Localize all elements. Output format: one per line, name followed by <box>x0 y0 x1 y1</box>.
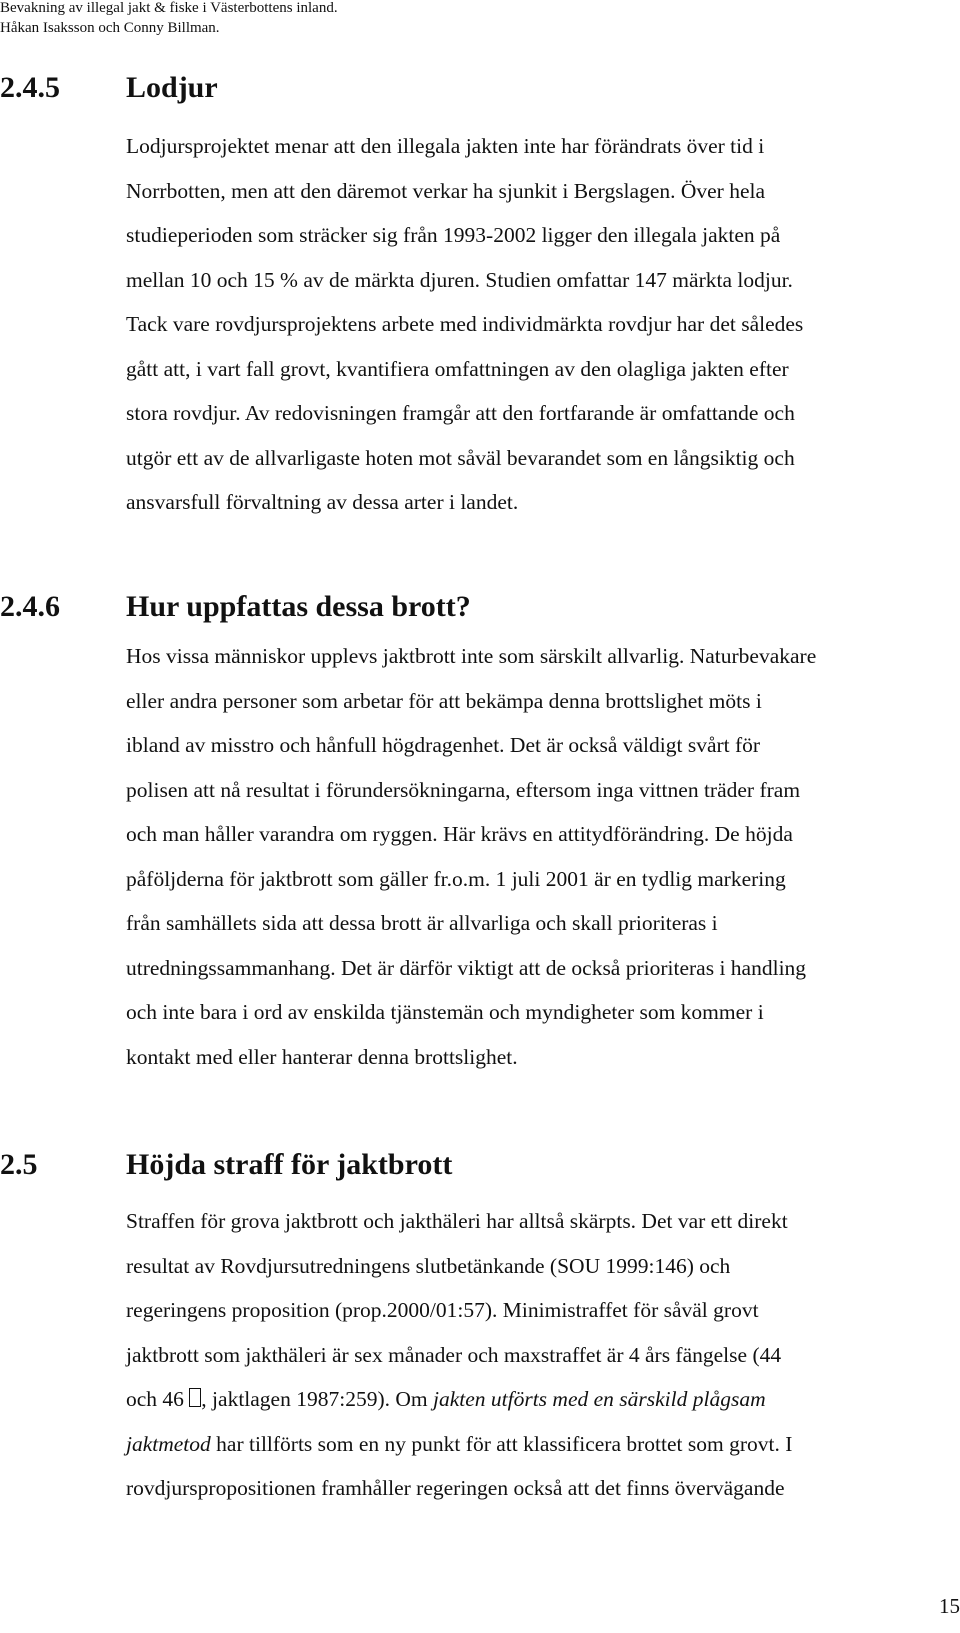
header-authors: Håkan Isaksson och Conny Billman. <box>0 20 220 36</box>
page-number: 15 <box>939 1594 960 1618</box>
text-line: regeringens proposition (prop.2000/01:57). Minimistraffet för såväl grovt <box>126 1298 759 1322</box>
text-line: studieperioden som sträcker sig från 1993-2002 ligger den illegala jakten på <box>126 223 781 247</box>
header-title: Bevakning av illegal jakt & fiske i Västerbottens inland. <box>0 0 338 16</box>
italic-text-run: jakten utförts med en särskild plågsam <box>432 1387 766 1411</box>
text-run: , jaktlagen 1987:259). Om <box>201 1387 433 1411</box>
text-line: ibland av misstro och hånfull högdragenhet. Det är också väldigt svårt för <box>126 733 761 757</box>
section-number: 2.4.5 <box>0 71 60 104</box>
text-line: utgör ett av de allvarligaste hoten mot såväl bevarandet som en långsiktig och <box>126 445 795 470</box>
italic-text-run: jaktmetod <box>126 1431 211 1456</box>
text-run: och 46 <box>126 1387 190 1411</box>
text-line: påföljderna för jaktbrott som gäller fr.o.m. 1 juli 2001 är en tydlig markering <box>126 866 786 891</box>
text-line: från samhällets sida att dessa brott är allvarliga och skall prioriteras i <box>126 911 718 935</box>
text-line: polisen att nå resultat i förundersökningarna, eftersom inga vittnen träder fram <box>126 777 801 802</box>
section-number: 2.5 <box>0 1148 38 1181</box>
text-line <box>126 1422 960 1467</box>
text-line: kontakt med eller hanterar denna brottslighet. <box>126 1044 518 1069</box>
section-title: Lodjur <box>126 71 218 104</box>
text-line: Tack vare rovdjursprojektens arbete med individmärkta rovdjur har det således <box>126 312 804 336</box>
text-line: mellan 10 och 15 % av de märkta djuren. Studien omfattar 147 märkta lodjur. <box>126 267 793 292</box>
text-line: Norrbotten, men att den däremot verkar ha sjunkit i Bergslagen. Över hela <box>126 178 766 203</box>
text-line: och man håller varandra om ryggen. Här krävs en attitydförändring. De höjda <box>126 822 793 846</box>
text-line: utredningssammanhang. Det är därför viktigt att de också prioriteras i handling <box>126 955 807 980</box>
text-line: resultat av Rovdjursutredningens slutbetänkande (SOU 1999:146) och <box>126 1253 731 1278</box>
section-title: Hur uppfattas dessa brott? <box>126 590 471 623</box>
paragraph-straff <box>126 1199 960 1511</box>
text-line: och inte bara i ord av enskilda tjänstemän och myndigheter som kommer i <box>126 1000 764 1024</box>
text-line: stora rovdjur. Av redovisningen framgår att den fortfarande är omfattande och <box>126 401 795 425</box>
text-line: gått att, i vart fall grovt, kvantifiera omfattningen av den olagliga jakten efter <box>126 356 789 381</box>
text-line <box>126 1377 960 1422</box>
text-run: har tillförts som en ny punkt för att klassificera brottet som grovt. I <box>210 1431 793 1456</box>
text-line: rovdjurspropositionen framhåller regeringen också att det finns övervägande <box>126 1476 785 1500</box>
paragraph-uppfattas <box>126 634 960 1079</box>
paragraph-lodjur <box>126 124 960 525</box>
section-number: 2.4.6 <box>0 590 60 623</box>
text-line: Lodjursprojektet menar att den illegala jakten inte har förändrats över tid i <box>126 134 765 158</box>
text-line: ansvarsfull förvaltning av dessa arter i landet. <box>126 490 519 514</box>
section-title: Höjda straff för jaktbrott <box>126 1148 453 1181</box>
text-line: Hos vissa människor upplevs jaktbrott inte som särskilt allvarlig. Naturbevakare <box>126 644 817 668</box>
text-line: Straffen för grova jaktbrott och jakthäleri har alltså skärpts. Det var ett direkt <box>126 1209 788 1233</box>
missing-glyph-icon <box>189 1388 201 1407</box>
text-line: eller andra personer som arbetar för att bekämpa denna brottslighet möts i <box>126 688 762 713</box>
text-line: jaktbrott som jakthäleri är sex månader och maxstraffet är 4 års fängelse (44 <box>126 1342 782 1367</box>
